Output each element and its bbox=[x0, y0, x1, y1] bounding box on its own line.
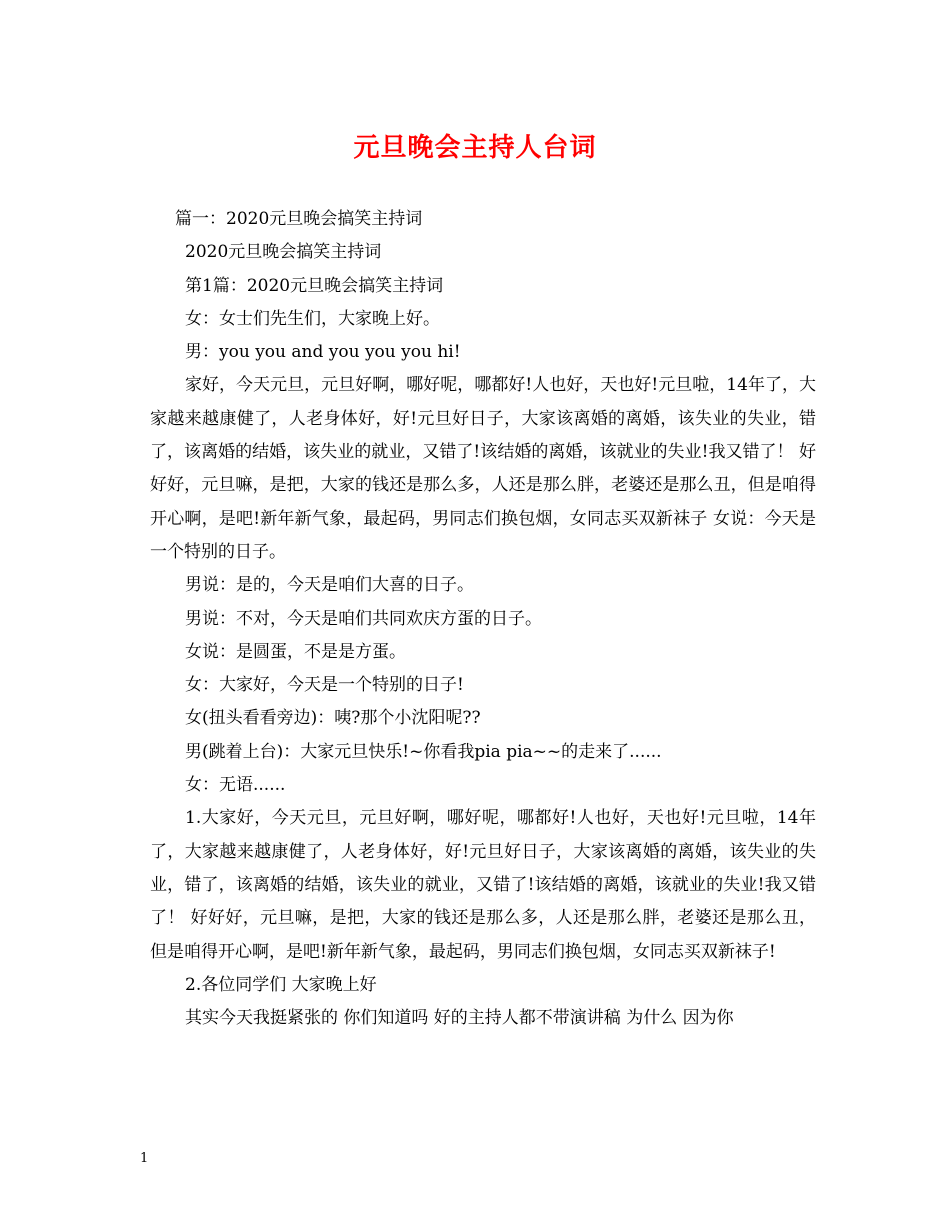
page-number: 1 bbox=[140, 1151, 149, 1166]
paragraph: 女：无语...... bbox=[185, 775, 286, 796]
document-title: 元旦晚会主持人台词 bbox=[353, 133, 597, 163]
paragraph: 2.各位同学们 大家晚上好 bbox=[185, 974, 377, 995]
paragraph: 男说：不对，今天是咱们共同欢庆方蛋的日子。 bbox=[185, 608, 542, 629]
paragraph: 家好，今天元旦，元旦好啊，哪好呢，哪都好!人也好，天也好!元旦啦，14年了，大家越来越康健了，人老身体好，好!元旦好日子，大家该离婚的离婚，该失业的失业，错了，该离婚的结婚，该失业的就业，又错了!该结婚的离婚，该就业的失业!我又错了！ 好好好，元旦嘛，是把，大家的钱还是那么多，人还是那么胖，老婆还是那么丑，但是咱得开心啊，是吧!新年新气象，最起码，男同志们换包烟，女同志买双新袜子 女说：今天是一个特别的日子。 bbox=[150, 375, 816, 562]
paragraph: 女：女士们先生们，大家晚上好。 bbox=[185, 308, 440, 329]
paragraph: 其实今天我挺紧张的 你们知道吗 好的主持人都不带演讲稿 为什么 因为你 bbox=[185, 1008, 734, 1029]
paragraph: 2020元旦晚会搞笑主持词 bbox=[185, 242, 382, 263]
paragraph: 男：you you and you you you hi! bbox=[185, 342, 461, 363]
paragraph: 女(扭头看看旁边)：咦?那个小沈阳呢?? bbox=[185, 708, 481, 729]
paragraph: 男(跳着上台)：大家元旦快乐!~你看我pia pia~~的走来了...... bbox=[185, 741, 662, 762]
paragraph: 女：大家好，今天是一个特别的日子! bbox=[185, 675, 464, 696]
paragraph: 第1篇：2020元旦晚会搞笑主持词 bbox=[185, 275, 444, 296]
paragraph: 篇一：2020元旦晚会搞笑主持词 bbox=[175, 209, 423, 229]
paragraph: 1.大家好，今天元旦，元旦好啊，哪好呢，哪都好!人也好，天也好!元旦啦，14年了，大家越来越康健了，人老身体好，好!元旦好日子，大家该离婚的离婚，该失业的失业，错了，该离婚的结婚，该失业的就业，又错了!该结婚的离婚，该就业的失业!我又错了！ 好好好，元旦嘛，是把，大家的钱还是那么多，人还是那么胖，老婆还是那么丑，但是咱得开心啊，是吧!新年新气象，最起码，男同志们换包烟，女同志买双新袜子! bbox=[150, 808, 816, 962]
paragraph: 男说：是的，今天是咱们大喜的日子。 bbox=[185, 575, 474, 596]
paragraph: 女说：是圆蛋，不是是方蛋。 bbox=[185, 641, 406, 662]
document-body bbox=[140, 203, 816, 1035]
